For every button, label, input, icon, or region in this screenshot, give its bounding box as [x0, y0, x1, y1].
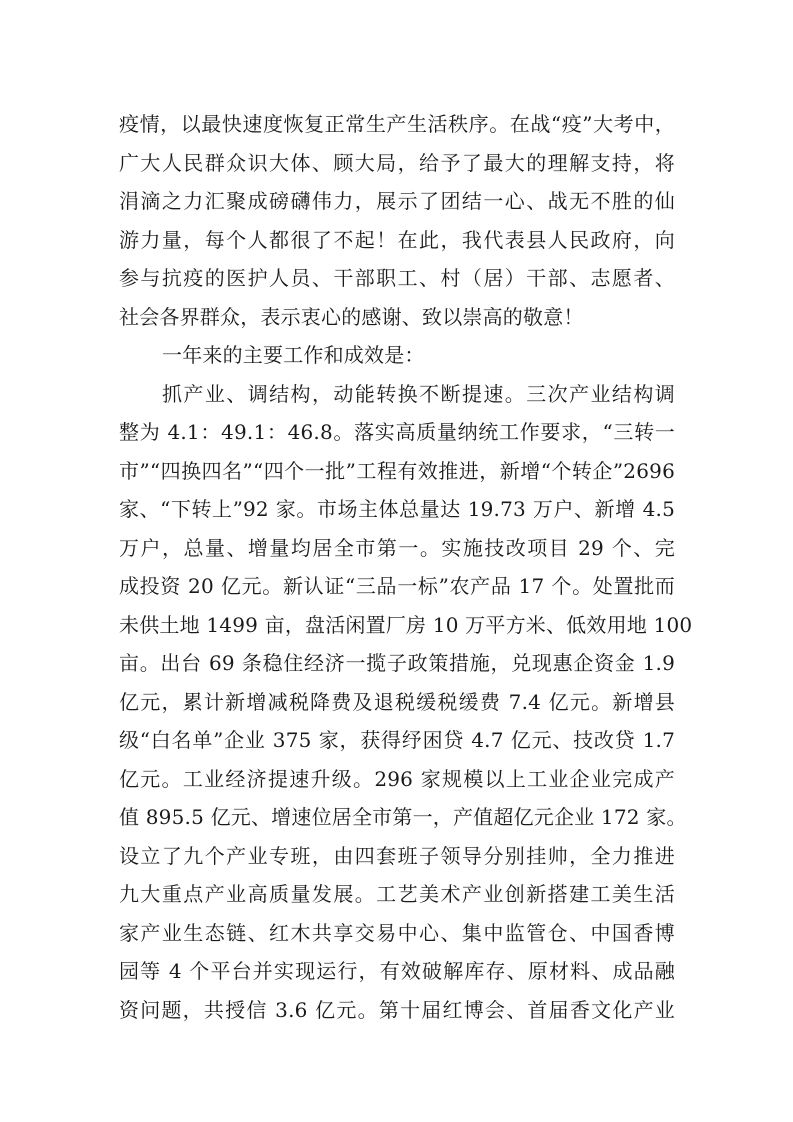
- text-line: 游力量，每个人都很了不起！在此，我代表县人民政府，向: [119, 227, 675, 252]
- text-line: 参与抗疫的医护人员、干部职工、村（居）干部、志愿者、: [119, 266, 675, 290]
- paragraph-heading-line: 抓产业、调结构，动能转换不断提速。三次产业结构调: [162, 381, 675, 406]
- text-line: 整为 4.1：49.1：46.8。落实高质量纳统工作要求，“三转一: [119, 420, 675, 444]
- text-line: 设立了九个产业专班，由四套班子领导分别挂帅，全力推进: [119, 843, 675, 868]
- text-line: 园等 4 个平台并实现运行，有效破解库存、原材料、成品融: [119, 959, 675, 983]
- text-line: 万户，总量、增量均居全市第一。实施技改项目 29 个、完: [119, 535, 675, 560]
- text-line: 九大重点产业高质量发展。工艺美术产业创新搭建工美生活: [119, 882, 675, 906]
- text-line: 级“白名单”企业 375 家，获得纾困贷 4.7 亿元、技改贷 1.7: [119, 728, 675, 752]
- text-line: 涓滴之力汇聚成磅礴伟力，展示了团结一心、战无不胜的仙: [119, 189, 675, 213]
- text-line: 疫情，以最快速度恢复正常生产生活秩序。在战“疫”大考中，: [119, 112, 675, 136]
- text-line: 家产业生态链、红木共享交易中心、集中监管仓、中国香博: [119, 920, 675, 945]
- text-line: 家、“下转上”92 家。市场主体总量达 19.73 万户、新增 4.5: [119, 497, 675, 521]
- text-line: 社会各界群众，表示衷心的感谢、致以崇高的敬意！: [119, 304, 584, 329]
- text-line: 未供土地 1499 亩，盘活闲置厂房 10 万平方米、低效用地 100: [119, 612, 693, 637]
- text-line: 成投资 20 亿元。新认证“三品一标”农产品 17 个。处置批而: [119, 574, 675, 598]
- text-line: 亿元。工业经济提速升级。296 家规模以上工业企业完成产: [119, 766, 675, 791]
- text-line: 亿元，累计新增减税降费及退税缓税缓费 7.4 亿元。新增县: [119, 689, 675, 714]
- text-line: 亩。出台 69 条稳住经济一揽子政策措施，兑现惠企资金 1.9: [119, 651, 675, 675]
- text-line: 市”“四换四名”“四个一批”工程有效推进，新增“个转企”2696: [119, 458, 675, 483]
- section-intro-line: 一年来的主要工作和成效是：: [162, 343, 425, 367]
- text-line: 值 895.5 亿元、增速位居全市第一，产值超亿元企业 172 家。: [119, 805, 687, 829]
- text-line: 资问题，共授信 3.6 亿元。第十届红博会、首届香文化产业: [119, 997, 675, 1022]
- text-line: 广大人民群众识大体、顾大局，给予了最大的理解支持，将: [119, 150, 675, 175]
- body-text: [119, 105, 693, 1029]
